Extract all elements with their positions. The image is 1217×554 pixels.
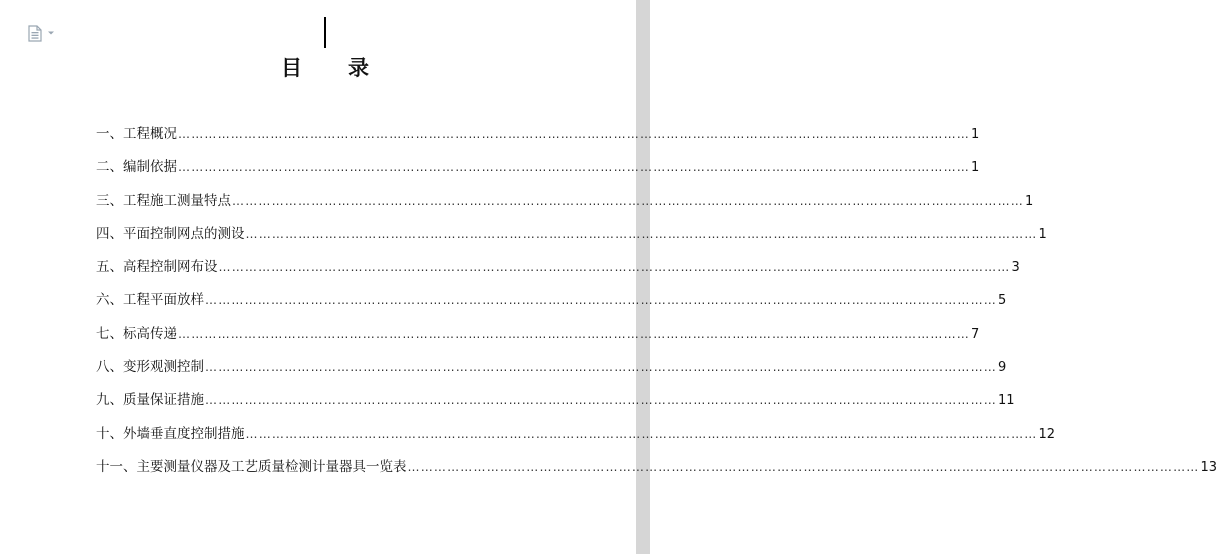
toc-title xyxy=(281,52,391,84)
toc-entry-page: 9 xyxy=(998,360,1007,376)
toc-leader: ……………………………………………………………………………………………………………………………………………………………… xyxy=(232,193,1024,208)
toc-entry-page: 3 xyxy=(1011,260,1020,276)
toc-entry-page: 1 xyxy=(1025,193,1034,209)
toc-leader: ……………………………………………………………………………………………………………………………………………………………… xyxy=(407,459,1200,474)
toc-leader: ……………………………………………………………………………………………………………………………………………………………… xyxy=(218,260,1011,275)
toc-entry[interactable] xyxy=(96,322,980,355)
toc-entry[interactable] xyxy=(96,455,1217,488)
toc-entry-label: 四、平面控制网点的测设 xyxy=(96,225,245,242)
toc-entry[interactable] xyxy=(96,255,1020,288)
toc-leader: ……………………………………………………………………………………………………………………………………………………………… xyxy=(205,293,997,308)
chevron-down-icon xyxy=(47,30,55,36)
toc-title-char: 录 xyxy=(348,55,369,80)
toc-entry-label: 七、标高传递 xyxy=(96,325,177,342)
toc-entry[interactable] xyxy=(96,189,1034,222)
toc-entry-label: 五、高程控制网布设 xyxy=(96,259,218,276)
toc-entry-label: 一、工程概况 xyxy=(96,126,177,142)
toc-entry-label: 二、编制依据 xyxy=(96,159,177,176)
toc-entry-page: 1 xyxy=(971,160,980,176)
document-options-button[interactable] xyxy=(27,24,57,42)
toc-entry[interactable] xyxy=(96,388,1015,421)
toc-entry[interactable] xyxy=(96,422,1056,455)
toc-entry-page: 1 xyxy=(971,127,980,142)
text-cursor xyxy=(324,17,326,48)
toc-entry-page: 5 xyxy=(998,293,1007,309)
toc-leader: ……………………………………………………………………………………………………………………………………………………………… xyxy=(178,127,970,141)
toc-entry[interactable] xyxy=(96,222,1047,255)
toc-entry-label: 十、外墙垂直度控制措施 xyxy=(96,425,245,442)
toc-entry[interactable] xyxy=(96,155,980,188)
toc-leader: ……………………………………………………………………………………………………………………………………………………………… xyxy=(178,326,970,341)
toc-leader: ……………………………………………………………………………………………………………………………………………………………… xyxy=(245,226,1038,241)
toc-entry-page: 1 xyxy=(1038,226,1047,242)
toc-entry[interactable] xyxy=(96,355,1007,388)
document-icon xyxy=(27,25,43,42)
toc-entry[interactable] xyxy=(96,288,1007,321)
toc-leader: ……………………………………………………………………………………………………………………………………………………………… xyxy=(205,393,997,408)
toc-entry-label: 八、变形观测控制 xyxy=(96,359,204,376)
toc-entry-label: 九、质量保证措施 xyxy=(96,392,204,409)
toc-title-char: 目 xyxy=(281,55,302,80)
toc-leader: ……………………………………………………………………………………………………………………………………………………………… xyxy=(178,160,970,175)
toc-entry-page: 7 xyxy=(971,326,980,342)
toc-leader: ……………………………………………………………………………………………………………………………………………………………… xyxy=(245,426,1038,441)
toc-entry[interactable] xyxy=(96,122,980,155)
toc-entry-label: 六、工程平面放样 xyxy=(96,292,204,309)
toc-entry-label: 十一、主要测量仪器及工艺质量检测计量器具一览表 xyxy=(96,458,407,475)
toc-entry-page: 11 xyxy=(998,393,1015,409)
toc-leader: ……………………………………………………………………………………………………………………………………………………………… xyxy=(205,360,997,375)
toc-entry-label: 三、工程施工测量特点 xyxy=(96,192,231,209)
toc-entry-page: 12 xyxy=(1038,426,1056,442)
toc-list xyxy=(96,122,1217,488)
toc-entry-page: 13 xyxy=(1200,459,1217,475)
